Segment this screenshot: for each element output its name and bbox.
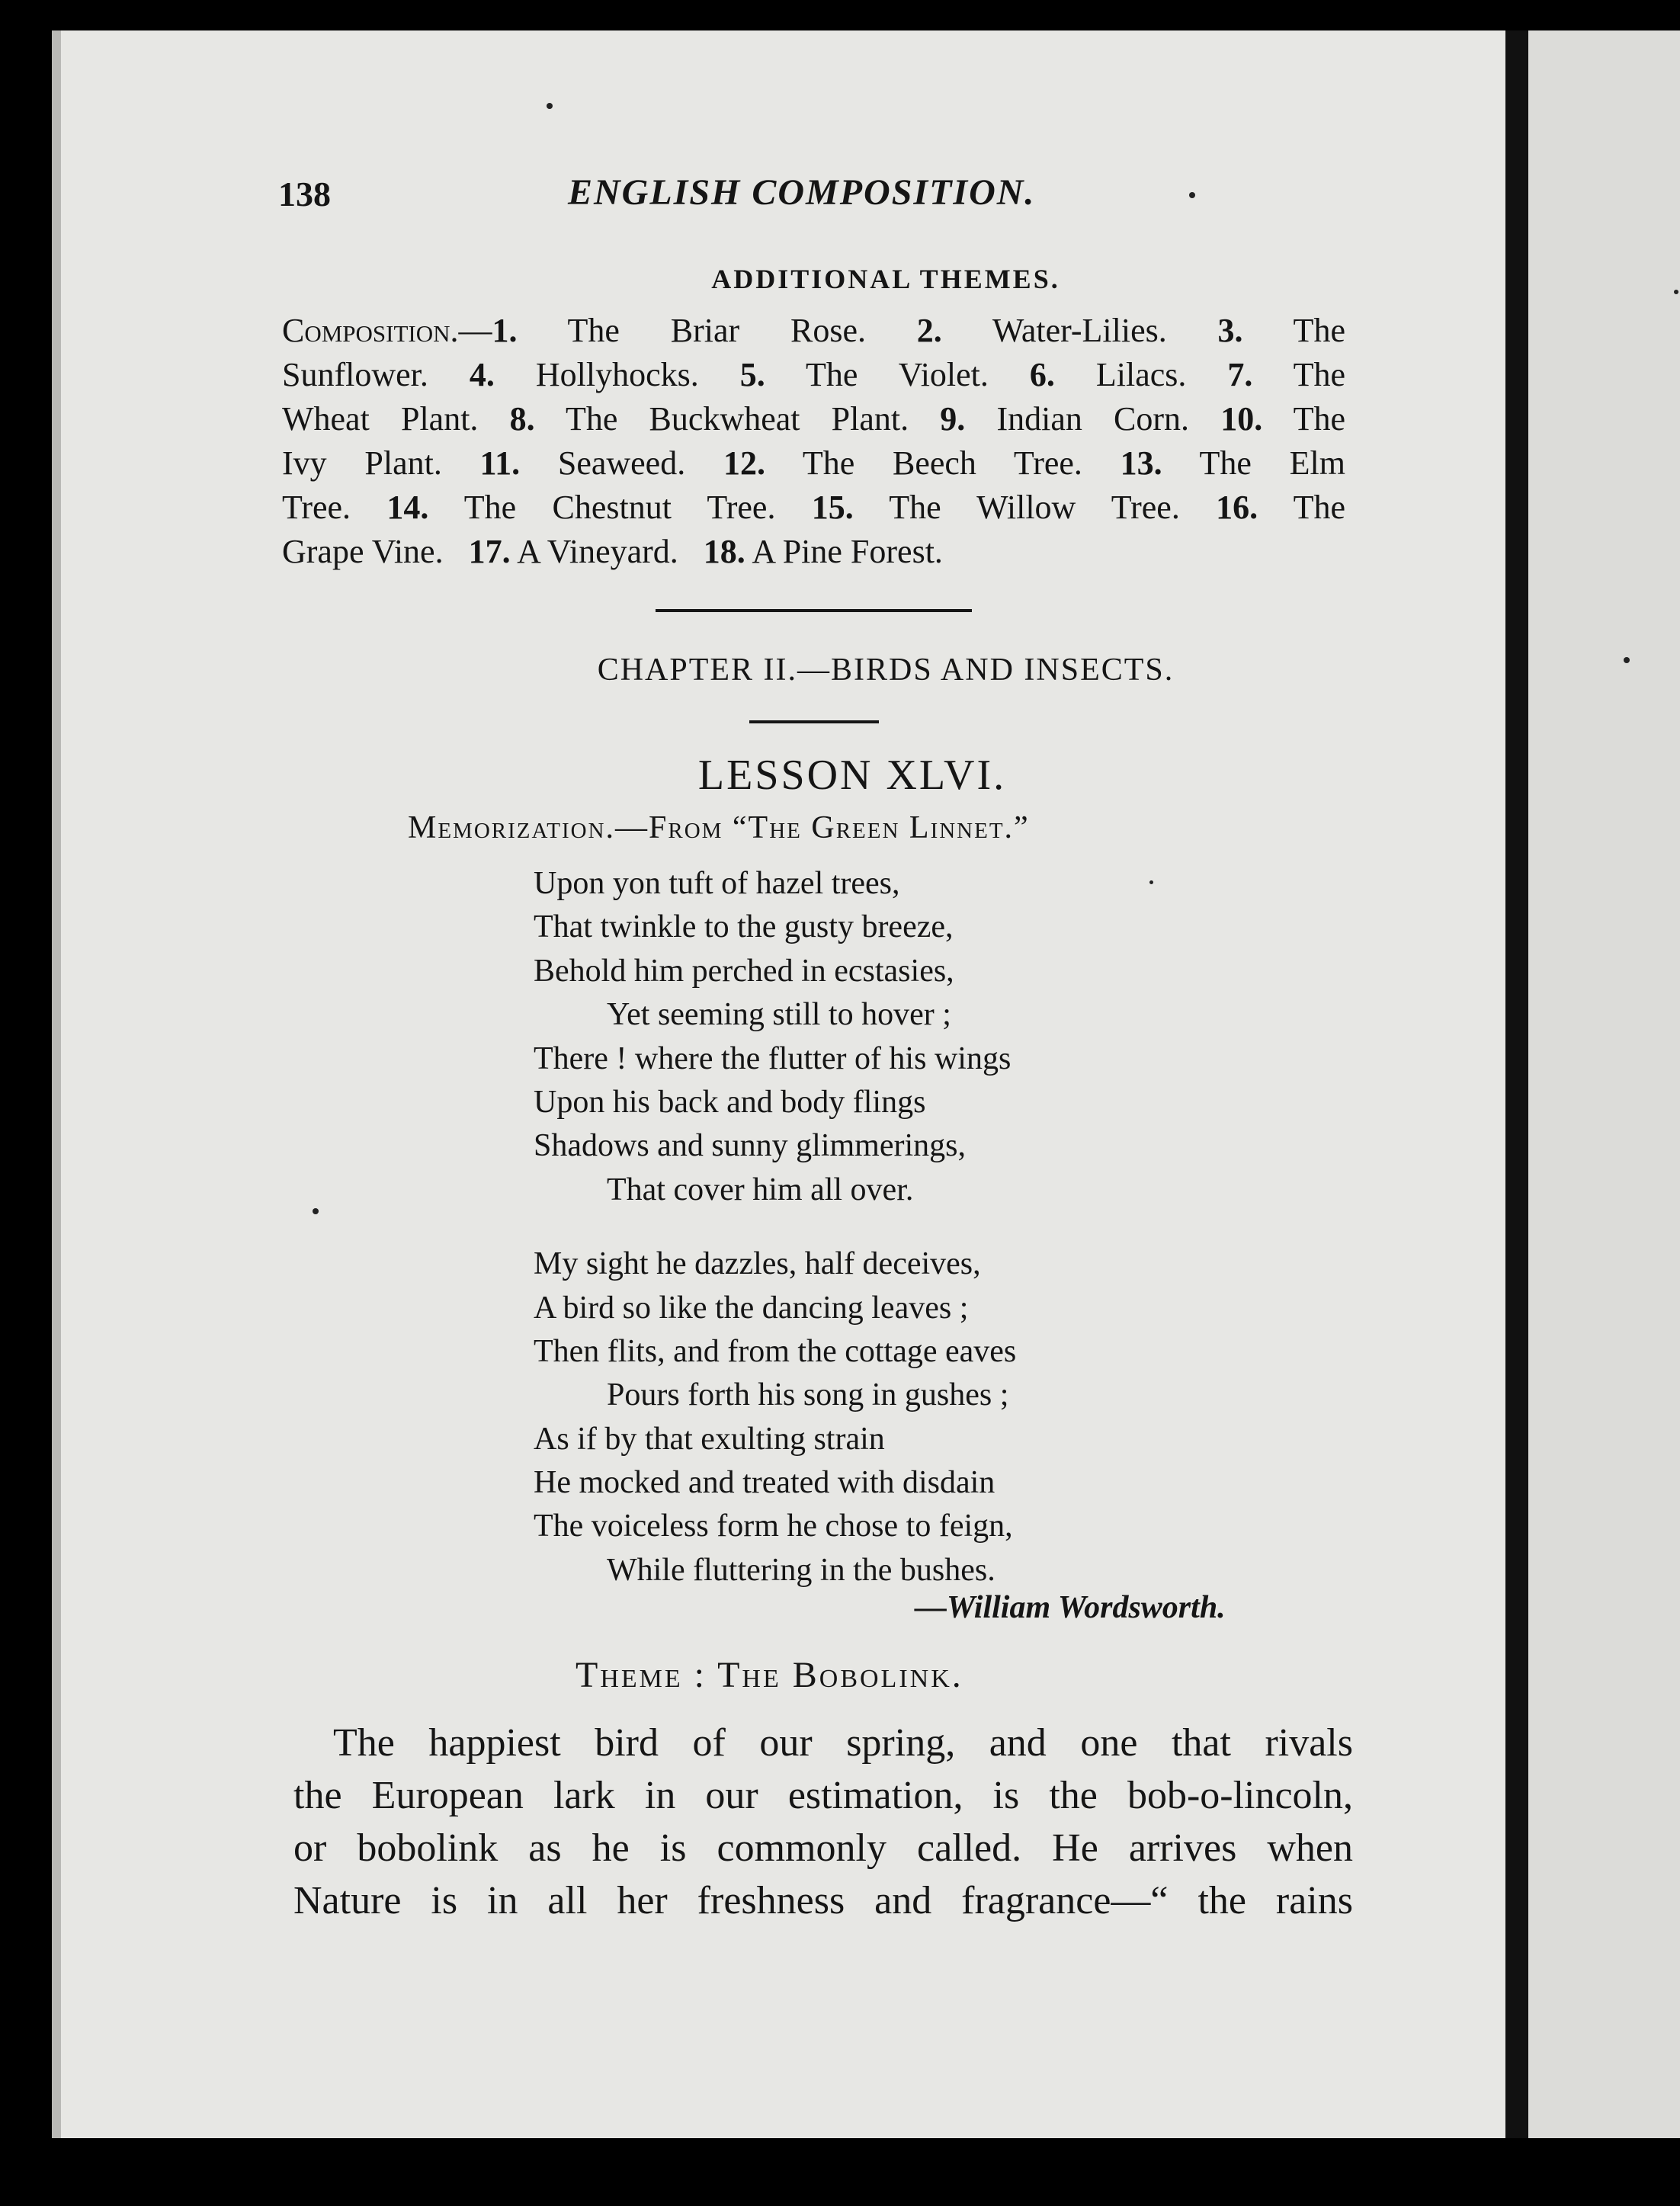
themes-line: Wheat Plant. 8. The Buckwheat Plant. 9. Indian Corn. 10. The [282,400,1345,438]
poem-line: Pours forth his song in gushes ; [607,1377,1009,1413]
divider-rule [656,609,972,612]
memorization-heading: Memorization.—From “The Green Linnet.” [408,810,1030,845]
poem [534,862,1016,1592]
poem-line: That twinkle to the gusty breeze, [534,909,954,945]
themes-line: Composition.—1. The Briar Rose. 2. Water-Lilies. 3. The [282,312,1345,349]
poem-line: He mocked and treated with disdain [534,1465,995,1501]
poem-line: As if by that exulting strain [534,1421,885,1457]
print-speck [1189,192,1195,198]
body-line: or bobolink as he is commonly called. He arrives when [293,1826,1353,1870]
poem-line: The voiceless form he chose to feign, [534,1509,1013,1544]
poem-line: Shadows and sunny glimmerings, [534,1128,966,1164]
poem-line: Behold him perched in ecstasies, [534,953,954,989]
body-line: the European lark in our estimation, is the bob-o-lincoln, [293,1774,1353,1817]
additional-themes-list [282,309,1345,574]
themes-line: Ivy Plant. 11. Seaweed. 12. The Beech Tree. 13. The Elm [282,444,1345,482]
poem-line: Yet seeming still to hover ; [607,997,951,1033]
body-paragraph [293,1717,1353,1927]
poem-line: That cover him all over. [607,1172,914,1207]
book-gutter [1505,30,1528,2138]
poem-line: A bird so like the dancing leaves ; [534,1290,969,1326]
themes-label: Composition. [282,312,459,349]
poem-line: Then flits, and from the cottage eaves [534,1333,1017,1369]
lesson-title: LESSON XLVI. [697,752,1007,799]
poem-line: Upon his back and body flings [534,1084,926,1120]
print-speck [547,103,553,109]
themes-line: Tree. 14. The Chestnut Tree. 15. The Willow Tree. 16. The [282,489,1346,526]
theme-title: Theme : The Bobolink. [575,1655,963,1695]
section-heading: ADDITIONAL THEMES. [711,264,1060,294]
themes-line: Grape Vine. 17. A Vineyard. 18. A Pine Forest. [282,533,943,570]
poem-line: My sight he dazzles, half deceives, [534,1246,981,1282]
stanza-break [534,1212,1016,1242]
body-line: The happiest bird of our spring, and one that rivals [333,1721,1353,1765]
poem-line: While fluttering in the bushes. [607,1552,995,1588]
facing-page-edge [1528,30,1680,2138]
divider-rule [749,720,879,723]
running-title: ENGLISH COMPOSITION. [568,172,1036,213]
body-line: Nature is in all her freshness and fragrance—“ the rains [293,1879,1353,1922]
poem-line: There ! where the flutter of his wings [534,1040,1012,1076]
themes-line: Sunflower. 4. Hollyhocks. 5. The Violet. 6. Lilacs. 7. The [282,356,1346,393]
page-number: 138 [278,175,331,213]
poem-line: Upon yon tuft of hazel trees, [534,866,900,901]
chapter-title: CHAPTER II.—BIRDS AND INSECTS. [597,653,1175,688]
poem-attribution: —William Wordsworth. [915,1590,1226,1625]
print-speck [313,1208,319,1214]
print-speck [1149,880,1153,884]
